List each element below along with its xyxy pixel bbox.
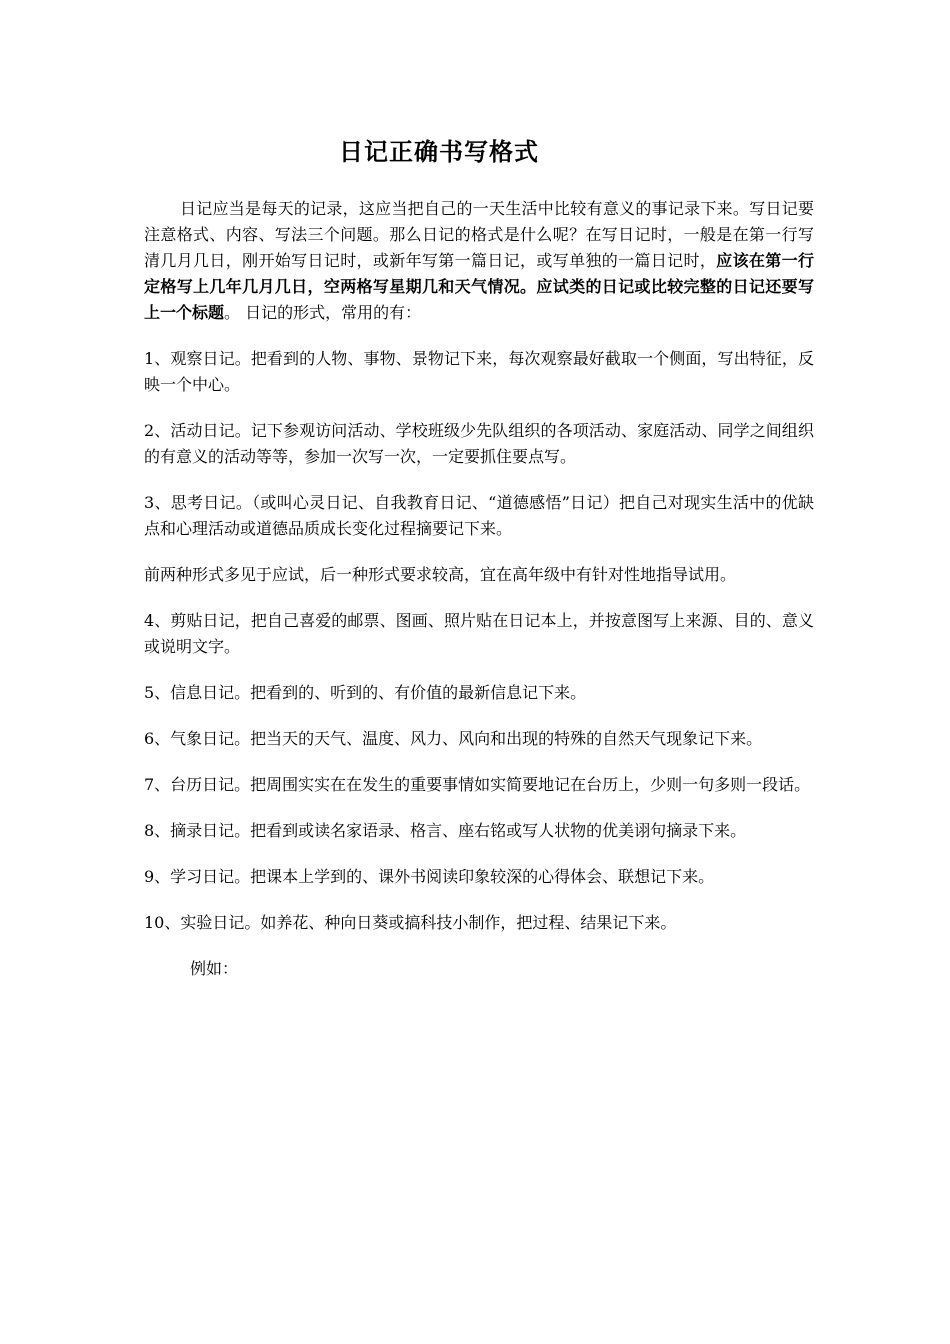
intro-bold-text: 应该在第一行定格写上几年几月几日，空两格写星期几和天气情况。应试类的日记或比较完整的日记还要写上一个标题 — [144, 251, 814, 322]
list-item: 4、剪贴日记，把自己喜爱的邮票、图画、照片贴在日记本上，并按意图写上来源、目的、意义或说明文字。 — [144, 611, 814, 656]
list-item: 1、观察日记。把看到的人物、事物、景物记下来，每次观察最好截取一个侧面，写出特征，反映一个中心。 — [144, 349, 814, 394]
list-item: 5、信息日记。把看到的、听到的、有价值的最新信息记下来。 — [144, 683, 587, 702]
document-body — [144, 196, 814, 1002]
list-item: 2、活动日记。记下参观访问活动、学校班级少先队组织的各项活动、家庭活动、同学之间组织的有意义的活动等等，参加一次写一次，一定要抓住要点写。 — [144, 421, 814, 466]
intro-paragraph — [144, 196, 814, 326]
document-title: 日记正确书写格式 — [339, 138, 539, 166]
intro-text: 日记应当是每天的记录，这应当把自己的一天生活中比较有意义的事记录下来。写日记要注意格式、内容、写法三个问题。那么日记的格式是什么呢？在写日记时，一般是在第一行写清几月几日，刚开始写日记时，或新年写第一篇日记，或写单独的一篇日记时， — [144, 199, 814, 270]
example-label: 例如： — [190, 959, 239, 978]
list-item: 6、气象日记。把当天的天气、温度、风力、风向和出现的特殊的自然天气现象记下来。 — [144, 729, 763, 748]
intro-text-end: 。 日记的形式，常用的有： — [224, 303, 422, 322]
list-item: 3、思考日记。（或叫心灵日记、自我教育日记、“道德感悟”日记）把自己对现实生活中的优缺点和心理活动或道德品质成长变化过程摘要记下来。 — [144, 493, 814, 538]
list-item: 7、台历日记。把周围实实在在发生的重要事情如实简要地记在台历上，少则一句多则一段话。 — [144, 775, 811, 794]
list-item: 9、学习日记。把课本上学到的、课外书阅读印象较深的心得体会、联想记下来。 — [144, 867, 715, 886]
note-paragraph: 前两种形式多见于应试，后一种形式要求较高，宜在高年级中有针对性地指导试用。 — [144, 565, 737, 584]
list-item: 10、实验日记。如养花、种向日葵或搞科技小制作，把过程、结果记下来。 — [144, 913, 677, 932]
list-item: 8、摘录日记。把看到或读名家语录、格言、座右铭或写人状物的优美诩句摘录下来。 — [144, 821, 747, 840]
